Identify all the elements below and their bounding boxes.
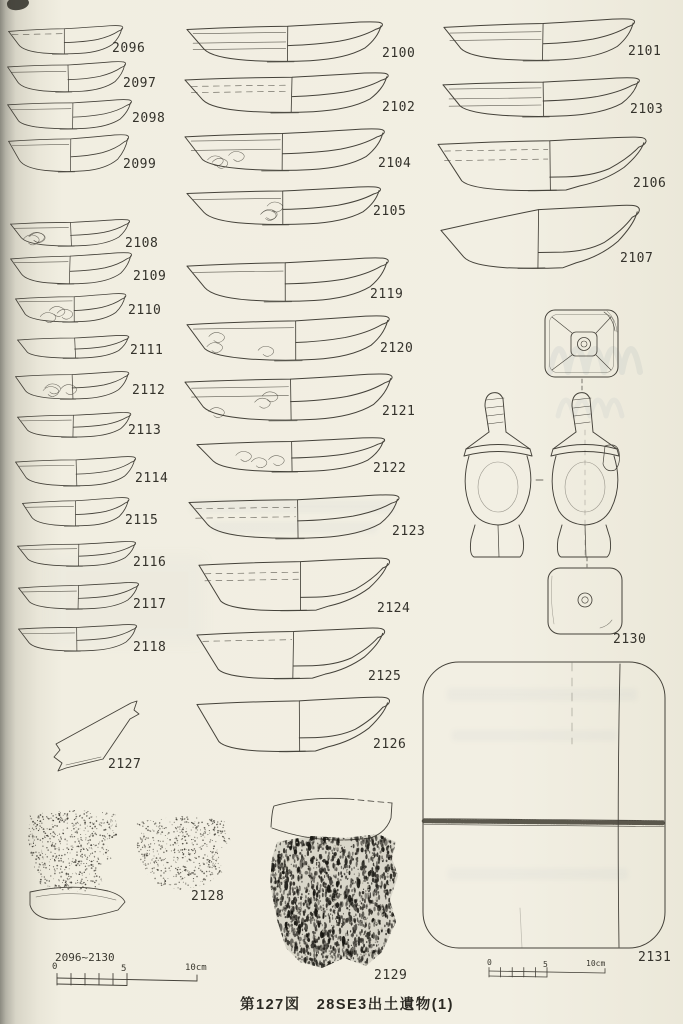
artifact-label-2119: 2119 xyxy=(370,287,404,302)
artifact-2107 xyxy=(441,205,639,268)
artifact-label-2126: 2126 xyxy=(373,737,407,752)
artifact-2110 xyxy=(16,294,126,323)
artifact-2125 xyxy=(197,628,385,679)
artifact-label-2122: 2122 xyxy=(373,461,407,476)
artifact-2131 xyxy=(423,662,665,948)
artifact-label-2130: 2130 xyxy=(613,632,647,647)
artifact-2103 xyxy=(443,78,639,117)
artifact-2098 xyxy=(8,100,132,130)
artifact-label-2109: 2109 xyxy=(133,269,167,284)
artifact-label-2102: 2102 xyxy=(382,100,416,115)
artifact-2099 xyxy=(9,135,129,172)
artifact-2100 xyxy=(187,22,382,62)
artifact-2126 xyxy=(197,697,390,751)
artifact-label-2097: 2097 xyxy=(123,76,157,91)
artifact-2105 xyxy=(187,187,380,225)
scale-range-label: 2096~2130 xyxy=(55,951,115,964)
artifact-label-2120: 2120 xyxy=(380,341,414,356)
artifact-label-2118: 2118 xyxy=(133,640,167,655)
artifact-2119 xyxy=(187,258,388,302)
artifact-label-2100: 2100 xyxy=(382,46,416,61)
artifact-2117 xyxy=(19,583,139,610)
artifact-2116 xyxy=(18,542,136,567)
scale-left-tick-0: 0 xyxy=(52,962,58,972)
scale-right-tick-10: 10cm xyxy=(586,959,606,968)
artifact-label-2098: 2098 xyxy=(132,111,166,126)
artifact-2109 xyxy=(11,253,132,285)
artifact-label-2129: 2129 xyxy=(374,968,408,983)
artifact-2101 xyxy=(444,19,635,61)
artifact-label-2131: 2131 xyxy=(638,950,672,965)
artifact-2111 xyxy=(18,335,129,358)
artifact-label-2099: 2099 xyxy=(123,157,157,172)
artifact-label-2101: 2101 xyxy=(628,44,662,59)
artifact-label-2123: 2123 xyxy=(392,524,426,539)
artifact-label-2116: 2116 xyxy=(133,555,167,570)
artifact-2104 xyxy=(185,129,384,171)
artifact-label-2128: 2128 xyxy=(191,889,225,904)
artifact-2122 xyxy=(197,438,385,472)
artifact-2121 xyxy=(185,374,392,421)
artifact-label-2110: 2110 xyxy=(128,303,162,318)
artifact-2114 xyxy=(16,457,136,487)
artifact-label-2106: 2106 xyxy=(633,176,667,191)
artifact-label-2124: 2124 xyxy=(377,601,411,616)
scale-bars xyxy=(57,968,605,986)
artifact-label-2121: 2121 xyxy=(382,404,416,419)
artifact-2115 xyxy=(23,498,129,527)
artifact-2102 xyxy=(185,73,388,113)
artifact-2106 xyxy=(438,137,646,191)
artifact-label-2104: 2104 xyxy=(378,156,412,171)
artifact-2108 xyxy=(11,220,130,247)
artifact-label-2111: 2111 xyxy=(130,343,164,358)
artifact-2124 xyxy=(199,558,390,611)
artifact-label-2115: 2115 xyxy=(125,513,159,528)
artifact-label-2105: 2105 xyxy=(373,204,407,219)
artifact-2113 xyxy=(18,413,131,438)
artifact-2096 xyxy=(9,26,123,55)
artifact-label-2103: 2103 xyxy=(630,102,664,117)
figure-caption: 第127図 28SE3出土遺物(1) xyxy=(240,997,454,1013)
artifact-label-2107: 2107 xyxy=(620,251,654,266)
artifact-label-2125: 2125 xyxy=(368,669,402,684)
artifact-2123 xyxy=(189,495,399,539)
artifact-2118 xyxy=(19,625,137,652)
artifact-2120 xyxy=(187,316,389,361)
artifact-label-2112: 2112 xyxy=(132,383,166,398)
scale-right-tick-0: 0 xyxy=(487,958,492,967)
artifact-2112 xyxy=(16,372,129,400)
artifact-2097 xyxy=(8,62,126,93)
scale-right-tick-5: 5 xyxy=(543,960,548,969)
artifact-label-2113: 2113 xyxy=(128,423,162,438)
scale-left-tick-5: 5 xyxy=(121,964,127,974)
artifact-label-2114: 2114 xyxy=(135,471,169,486)
artifact-label-2117: 2117 xyxy=(133,597,167,612)
artifact-label-2127: 2127 xyxy=(108,757,142,772)
artifact-2129 xyxy=(269,798,399,970)
artifact-label-2108: 2108 xyxy=(125,236,159,251)
artifact-label-2096: 2096 xyxy=(112,41,146,56)
bleedthrough-layer xyxy=(550,349,640,416)
scale-left-tick-10: 10cm xyxy=(185,963,207,973)
